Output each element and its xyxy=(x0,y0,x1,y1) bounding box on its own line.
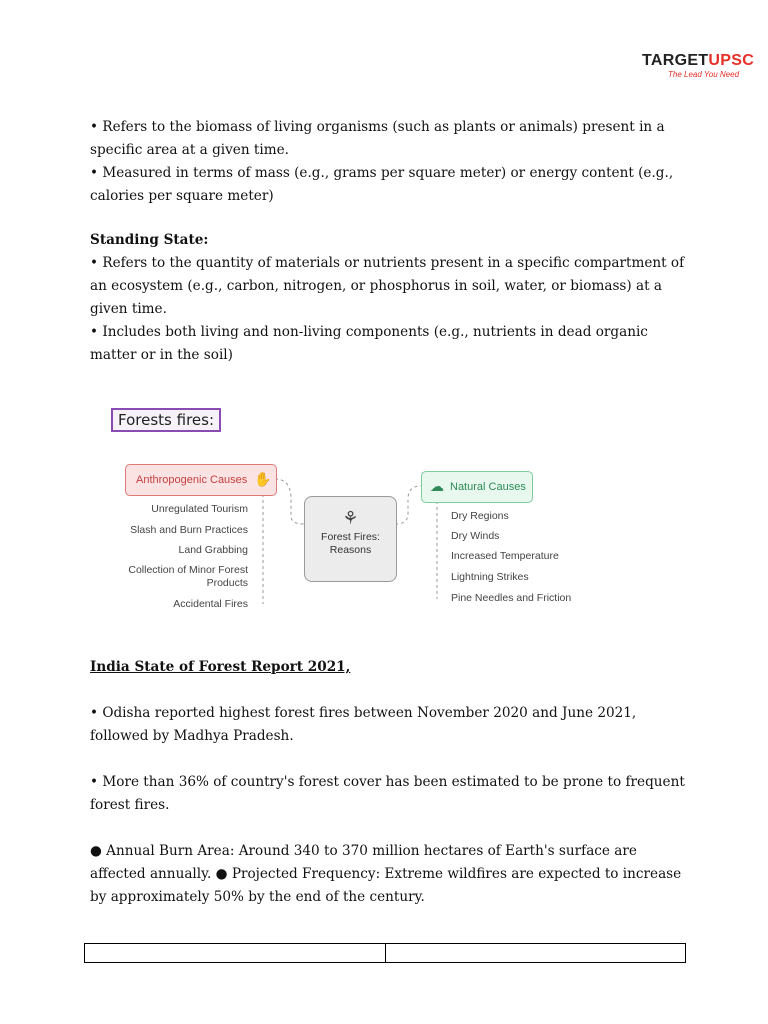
anthro-item: Unregulated Tourism xyxy=(151,503,248,515)
natural-item: Pine Needles and Friction xyxy=(451,592,572,604)
table-cell xyxy=(85,944,385,962)
natural-causes-label: Natural Causes xyxy=(450,481,526,493)
standing-state-bullet-2: • Includes both living and non-living components (e.g., nutrients in dead organic matter or in the soil) xyxy=(90,324,648,363)
standing-state-bullet-1: • Refers to the quantity of materials or nutrients present in a specific compartment of an ecosystem (e.g., carbon, nitrogen, or phosphorus in soil, water, or biomass) at a given time. xyxy=(90,255,685,317)
biomass-section xyxy=(90,116,690,208)
logo-tagline: The Lead You Need xyxy=(668,70,740,79)
anthro-item: Collection of Minor Forest Products xyxy=(128,564,248,589)
anthro-item: Slash and Burn Practices xyxy=(130,524,248,536)
forest-fires-diagram xyxy=(108,404,588,624)
standing-state-section xyxy=(90,229,690,367)
connector-center-natural xyxy=(395,486,421,524)
isfr-section xyxy=(90,656,690,909)
table-cell xyxy=(385,944,686,962)
anthro-item: Accidental Fires xyxy=(173,598,248,610)
empty-table xyxy=(84,943,686,963)
hand-fire-icon: ✋ xyxy=(254,471,272,487)
natural-item: Dry Winds xyxy=(451,530,500,542)
isfr-para-1: • Odisha reported highest forest fires between November 2020 and June 2021, followed by Madhya Pradesh. xyxy=(90,705,637,744)
center-label: Forest Fires: Reasons xyxy=(321,531,380,556)
people-fire-icon: ⚘ xyxy=(342,508,359,528)
anthro-item: Land Grabbing xyxy=(178,544,248,556)
isfr-para-2: • More than 36% of country's forest cover has been estimated to be prone to frequent forest fires. xyxy=(90,774,685,813)
standing-state-heading: Standing State: xyxy=(90,232,209,248)
biomass-bullet-1: • Refers to the biomass of living organisms (such as plants or animals) present in a specific area at a given time. xyxy=(90,119,665,158)
isfr-para-3: ● Annual Burn Area: Around 340 to 370 million hectares of Earth's surface are affected annually. ● Projected Frequency: Extreme wildfires are expected to increase by approximately 50% by the end of the century. xyxy=(90,843,682,905)
diagram-title: Forests fires: xyxy=(111,408,221,432)
logo-part-upsc: UPSC xyxy=(708,52,755,69)
anthropogenic-causes-node xyxy=(125,464,277,496)
connector-anthro-center xyxy=(275,479,304,524)
natural-item: Dry Regions xyxy=(451,510,509,522)
center-node xyxy=(304,496,397,582)
biomass-bullet-2: • Measured in terms of mass (e.g., grams per square meter) or energy content (e.g., calories per square meter) xyxy=(90,165,674,204)
brand-logo xyxy=(642,52,762,80)
anthropogenic-causes-label: Anthropogenic Causes xyxy=(136,474,248,486)
natural-causes-node xyxy=(421,471,533,503)
isfr-heading: India State of Forest Report 2021, xyxy=(90,659,351,675)
weather-icon: ☁ xyxy=(430,478,444,494)
natural-item: Lightning Strikes xyxy=(451,571,529,583)
logo-part-target: TARGET xyxy=(642,52,709,69)
natural-item: Increased Temperature xyxy=(451,550,559,562)
